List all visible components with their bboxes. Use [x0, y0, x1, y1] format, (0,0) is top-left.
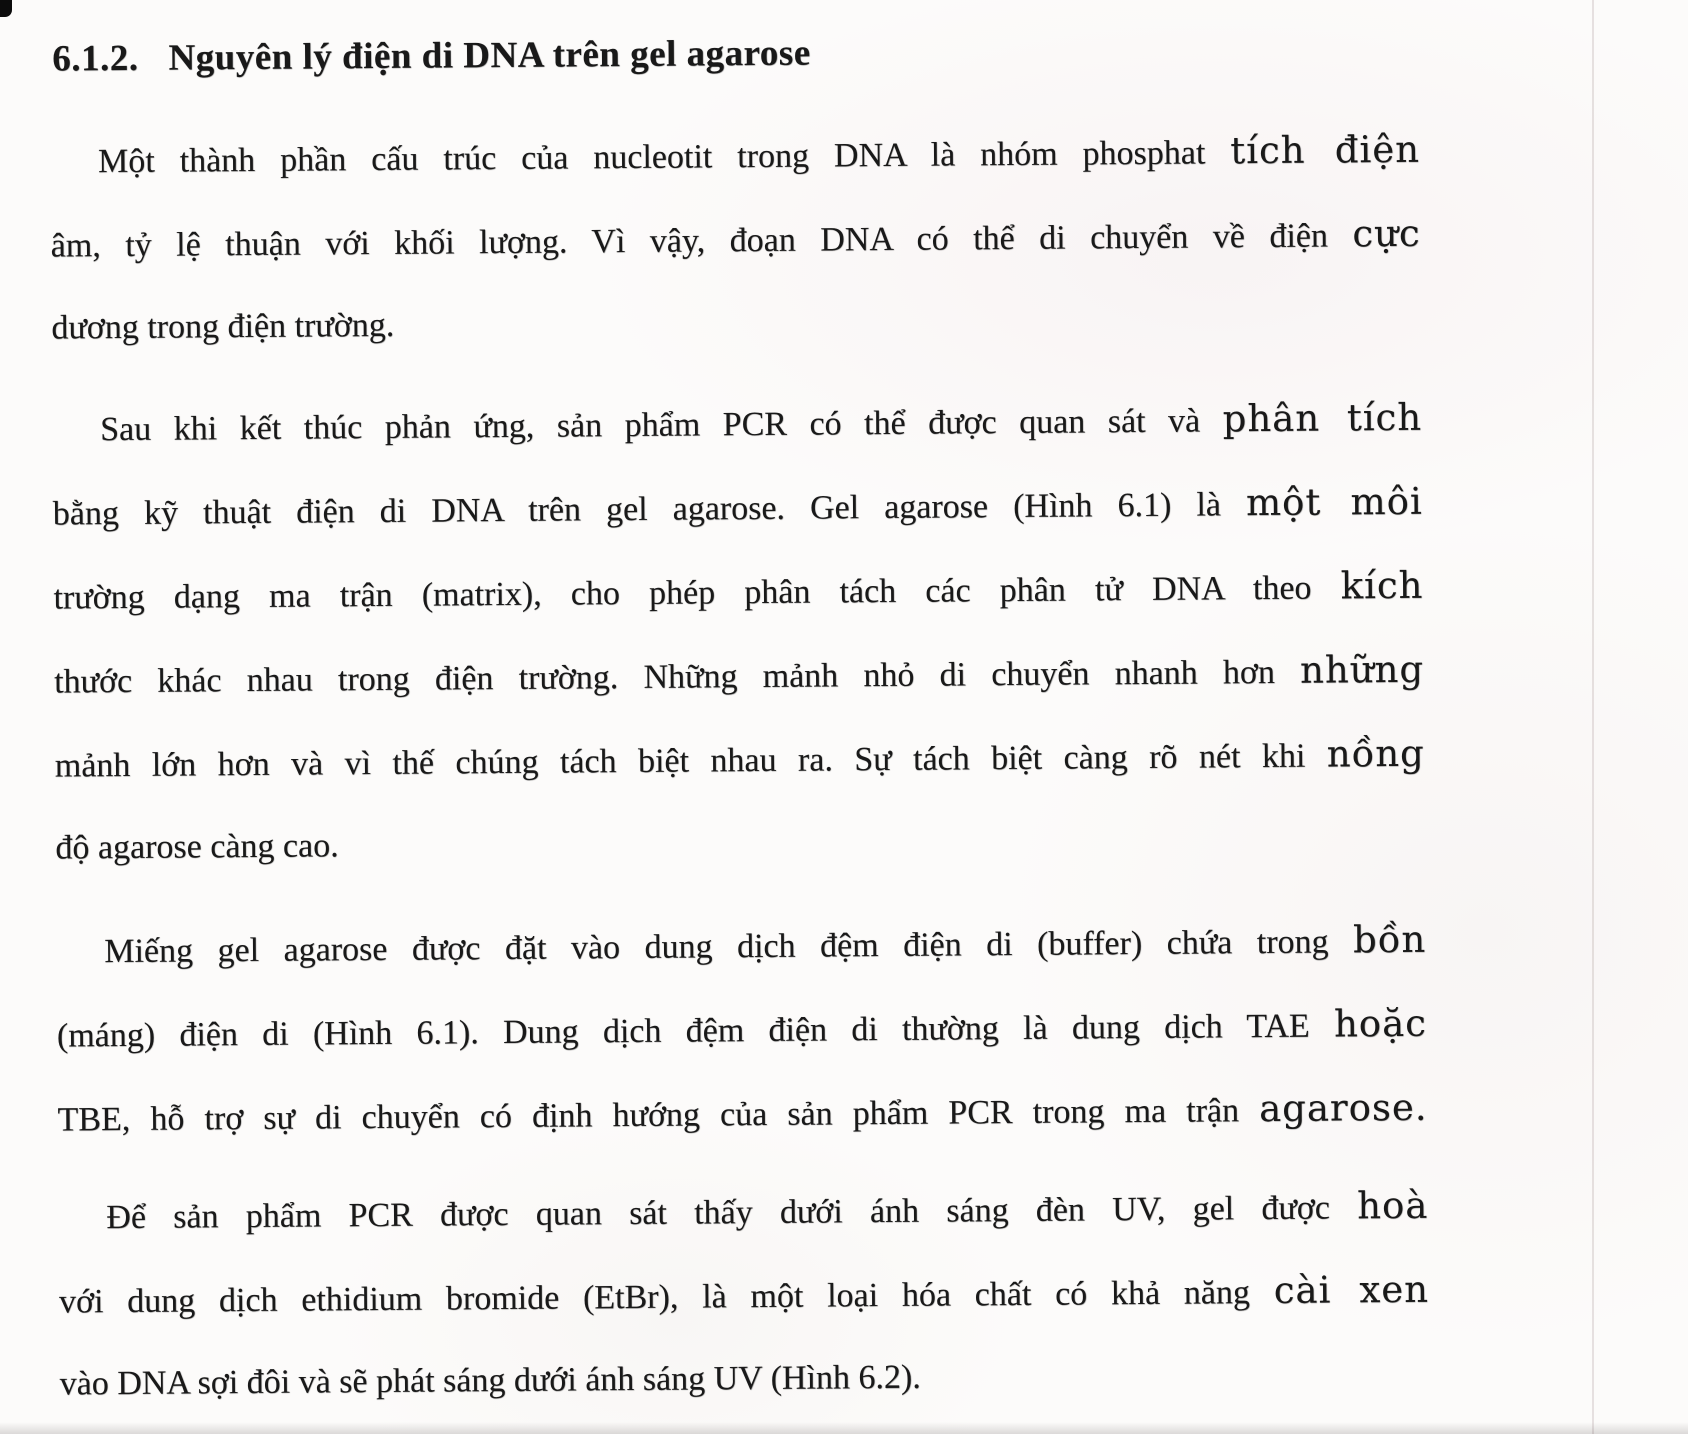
paragraph-4: [58, 1165, 1430, 1426]
line-text: độ agarose càng cao.: [55, 827, 339, 867]
line-text: Sau khi kết thúc phản ứng, sản phẩm PCR có thể được quan sát và: [100, 402, 1201, 449]
text-line: [52, 377, 1423, 472]
text-line: [54, 629, 1425, 724]
paragraph-2: [52, 377, 1426, 890]
line-text-emphasis: hoà: [1356, 1183, 1429, 1228]
text-line: [52, 461, 1423, 556]
text-line: [58, 1165, 1429, 1260]
line-text: mảnh lớn hơn và vì thế chúng tách biệt nhau ra. Sự tách biệt càng rõ nét khi: [54, 737, 1306, 785]
text-line: [54, 713, 1425, 808]
text-line: [57, 983, 1428, 1078]
line-text: Một thành phần cấu trúc của nucleotit trong DNA là nhóm phosphat: [97, 134, 1206, 181]
line-text-emphasis: cài xen: [1273, 1267, 1430, 1312]
text-line: [51, 277, 1422, 370]
line-text-emphasis: những: [1299, 647, 1425, 692]
line-text: Miếng gel agarose được đặt vào dung dịch đệm điện di (buffer) chứa trong: [104, 923, 1329, 971]
paragraph-1: [50, 109, 1422, 370]
line-text-emphasis: phân tích: [1222, 395, 1423, 441]
line-text-emphasis: kích: [1340, 563, 1424, 608]
text-line: [55, 797, 1426, 890]
line-text-emphasis: cực: [1352, 211, 1421, 256]
line-text-emphasis: nồng: [1326, 731, 1425, 776]
line-text: âm, tỷ lệ thuận với khối lượng. Vì vậy, đoạn DNA có thể di chuyển về điện: [50, 217, 1329, 265]
line-text: TBE, hỗ trợ sự di chuyển có định hướng của sản phẩm PCR trong ma trận: [57, 1092, 1240, 1139]
text-line: [59, 1249, 1430, 1344]
section-title: Nguyên lý điện di DNA trên gel agarose: [168, 32, 811, 79]
text-line: [59, 1333, 1430, 1426]
line-text-emphasis: một môi: [1245, 479, 1423, 525]
text-line: [53, 545, 1424, 640]
text-line: [50, 193, 1421, 288]
section-number: 6.1.2.: [52, 37, 139, 80]
line-text: bằng kỹ thuật điện di DNA trên gel agarose. Gel agarose (Hình 6.1) là: [52, 486, 1222, 533]
line-text-emphasis: hoặc: [1333, 1001, 1428, 1046]
text-line: [57, 1067, 1428, 1162]
line-text: dương trong điện trường.: [51, 306, 395, 347]
section-heading: [52, 32, 811, 81]
line-text-emphasis: tích điện: [1230, 127, 1421, 173]
text-line: [50, 109, 1421, 204]
line-text-emphasis: bồn: [1352, 917, 1427, 962]
paragraph-3: [56, 899, 1428, 1162]
line-text-emphasis: agarose.: [1258, 1085, 1428, 1131]
line-text: (máng) điện di (Hình 6.1). Dung dịch đệm điện di thường là dung dịch TAE: [56, 1007, 1310, 1055]
text-line: [56, 899, 1427, 994]
line-text: vào DNA sợi đôi và sẽ phát sáng dưới ánh sáng UV (Hình 6.2).: [59, 1358, 921, 1403]
line-text: trường dạng ma trận (matrix), cho phép phân tách các phân tử DNA theo: [53, 569, 1312, 617]
line-text: với dung dịch ethidium bromide (EtBr), là một loại hóa chất có khả năng: [58, 1274, 1251, 1321]
line-text: Để sản phẩm PCR được quan sát thấy dưới ánh sáng đèn UV, gel được: [106, 1189, 1331, 1237]
line-text: thước khác nhau trong điện trường. Những mảnh nhỏ di chuyển nhanh hơn: [53, 653, 1276, 701]
